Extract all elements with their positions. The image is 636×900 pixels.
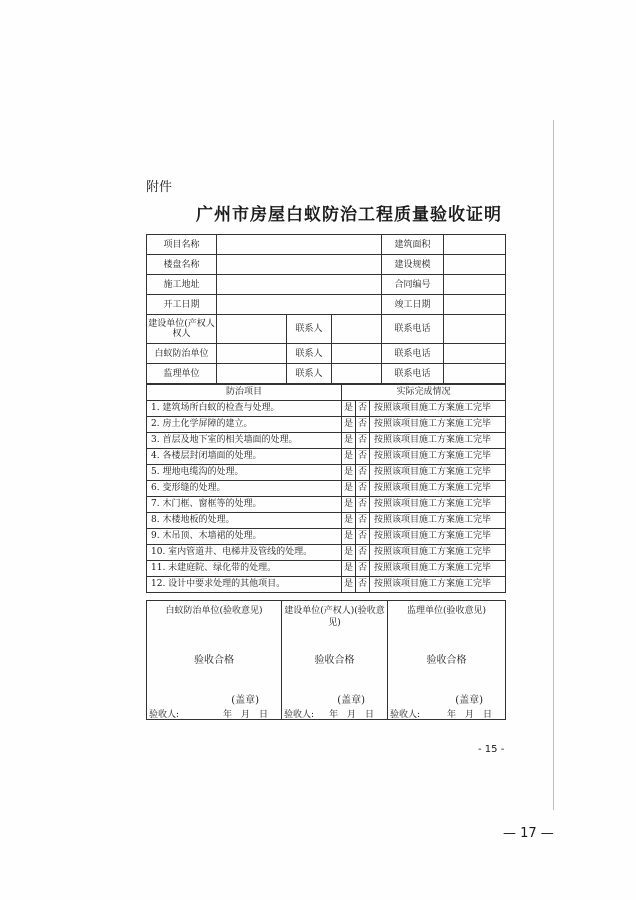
table-row (147, 513, 506, 529)
value-phone-2[interactable] (444, 344, 506, 364)
table-row (147, 449, 506, 465)
label-phone-1: 联系电话 (382, 315, 444, 344)
item-label: 1. 建筑场所白蚁的检查与处理。 (147, 401, 342, 417)
status-text: 按照该项目施工方案施工完毕 (370, 401, 506, 417)
table-row (147, 275, 506, 295)
value-project-name[interactable] (217, 235, 382, 255)
accepted-text: 验收合格 (426, 655, 467, 666)
value-builder[interactable] (217, 315, 287, 344)
status-text: 按照该项目施工方案施工完毕 (370, 577, 506, 593)
date-label: 年月日 (446, 710, 501, 720)
value-phone-3[interactable] (444, 364, 506, 384)
table-row (147, 561, 506, 577)
no-option[interactable]: 否 (356, 481, 370, 497)
no-option[interactable]: 否 (356, 513, 370, 529)
yes-option[interactable]: 是 (342, 481, 356, 497)
label-completion-date: 竣工日期 (382, 295, 444, 315)
value-building-name[interactable] (217, 255, 382, 275)
label-supervisor: 监理单位 (147, 364, 217, 384)
item-label: 3. 首层及地下室的相关墙面的处理。 (147, 433, 342, 449)
no-option[interactable]: 否 (356, 545, 370, 561)
seal-text: (盖章) (337, 695, 365, 706)
item-label: 5. 埋地电缆沟的处理。 (147, 465, 342, 481)
document-title: 广州市房屋白蚁防治工程质量验收证明 (196, 205, 502, 225)
status-text: 按照该项目施工方案施工完毕 (370, 465, 506, 481)
seal-text: (盖章) (455, 695, 483, 706)
no-option[interactable]: 否 (356, 561, 370, 577)
label-termite-unit: 白蚁防治单位 (147, 344, 217, 364)
value-contact-2[interactable] (332, 344, 382, 364)
table-row (147, 577, 506, 593)
signature-table (146, 600, 506, 720)
sign-heading-supervisor: 监理单位(验收意见) (406, 606, 487, 616)
label-contact-1: 联系人 (287, 315, 332, 344)
table-row (147, 601, 506, 720)
no-option[interactable]: 否 (356, 449, 370, 465)
status-text: 按照该项目施工方案施工完毕 (370, 497, 506, 513)
receiver-label: 验收人: (149, 710, 180, 720)
item-label: 4. 各楼层封闭墙面的处理。 (147, 449, 342, 465)
table-row (147, 545, 506, 561)
value-phone-1[interactable] (444, 315, 506, 344)
yes-option[interactable]: 是 (342, 433, 356, 449)
outer-page-number: — 17 — (503, 826, 554, 841)
date-label: 年月日 (222, 710, 277, 720)
status-text: 按照该项目施工方案施工完毕 (370, 513, 506, 529)
value-address[interactable] (217, 275, 382, 295)
date-label: 年月日 (328, 710, 383, 720)
header-status: 实际完成情况 (342, 385, 506, 401)
label-builder (147, 315, 217, 344)
value-contact-3[interactable] (332, 364, 382, 384)
label-project-name: 项目名称 (147, 235, 217, 255)
item-label: 11. 未建庭院、绿化带的处理。 (147, 561, 342, 577)
table-row (147, 529, 506, 545)
no-option[interactable]: 否 (356, 417, 370, 433)
yes-option[interactable]: 是 (342, 529, 356, 545)
table-row (147, 465, 506, 481)
table-row (147, 417, 506, 433)
table-row (147, 344, 506, 364)
status-text: 按照该项目施工方案施工完毕 (370, 545, 506, 561)
sign-heading-builder: 建设单位(产权人)(验收意见) (284, 606, 385, 628)
header-item: 防治项目 (147, 385, 342, 401)
table-row (147, 295, 506, 315)
value-contract-no[interactable] (444, 275, 506, 295)
table-row (147, 315, 506, 344)
no-option[interactable]: 否 (356, 529, 370, 545)
no-option[interactable]: 否 (356, 433, 370, 449)
yes-option[interactable]: 是 (342, 513, 356, 529)
label-building-scale: 建设规模 (382, 255, 444, 275)
annex-label: 附件 (146, 180, 173, 195)
table-row (147, 255, 506, 275)
yes-option[interactable]: 是 (342, 561, 356, 577)
table-row (147, 364, 506, 384)
label-contact-2: 联系人 (287, 344, 332, 364)
receiver-label: 验收人: (390, 710, 421, 720)
no-option[interactable]: 否 (356, 497, 370, 513)
value-termite-unit[interactable] (217, 344, 287, 364)
label-building-name: 楼盘名称 (147, 255, 217, 275)
label-contract-no: 合同编号 (382, 275, 444, 295)
status-text: 按照该项目施工方案施工完毕 (370, 529, 506, 545)
status-text: 按照该项目施工方案施工完毕 (370, 481, 506, 497)
label-builder-line2: 权人 (172, 329, 191, 339)
project-info-table (146, 234, 506, 384)
label-phone-2: 联系电话 (382, 344, 444, 364)
item-label: 9. 木吊顶、木墙裙的处理。 (147, 529, 342, 545)
table-row (147, 235, 506, 255)
yes-option[interactable]: 是 (342, 417, 356, 433)
item-label: 6. 变形缝的处理。 (147, 481, 342, 497)
value-building-scale[interactable] (444, 255, 506, 275)
sign-heading-termite: 白蚁防治单位(验收意见) (165, 606, 263, 616)
status-text: 按照该项目施工方案施工完毕 (370, 449, 506, 465)
status-text: 按照该项目施工方案施工完毕 (370, 561, 506, 577)
value-completion-date[interactable] (444, 295, 506, 315)
value-start-date[interactable] (217, 295, 382, 315)
yes-option[interactable]: 是 (342, 401, 356, 417)
item-label: 8. 木楼地板的处理。 (147, 513, 342, 529)
value-supervisor[interactable] (217, 364, 287, 384)
inner-page-number: - 15 - (478, 744, 505, 755)
table-row (147, 481, 506, 497)
label-contact-3: 联系人 (287, 364, 332, 384)
yes-option[interactable]: 是 (342, 577, 356, 593)
item-label: 2. 房土化学屏障的建立。 (147, 417, 342, 433)
treatment-items-table (146, 384, 506, 593)
status-text: 按照该项目施工方案施工完毕 (370, 433, 506, 449)
table-row (147, 401, 506, 417)
value-building-area[interactable] (444, 235, 506, 255)
label-phone-3: 联系电话 (382, 364, 444, 384)
label-builder-line1: 建设单位(产权人 (148, 319, 215, 329)
label-building-area: 建筑面积 (382, 235, 444, 255)
item-label: 10. 室内管道井、电梯井及管线的处理。 (147, 545, 342, 561)
accepted-text: 验收合格 (194, 655, 234, 666)
margin-line (553, 120, 554, 810)
seal-text: (盖章) (231, 695, 259, 706)
table-header-row (147, 385, 506, 401)
accepted-text: 验收合格 (314, 655, 355, 666)
no-option[interactable]: 否 (356, 401, 370, 417)
no-option[interactable]: 否 (356, 465, 370, 481)
sign-cell-builder (282, 601, 388, 720)
yes-option[interactable]: 是 (342, 497, 356, 513)
sign-cell-termite (147, 601, 282, 720)
label-address: 施工地址 (147, 275, 217, 295)
value-contact-1[interactable] (332, 315, 382, 344)
table-row (147, 497, 506, 513)
sign-cell-supervisor (388, 601, 506, 720)
status-text: 按照该项目施工方案施工完毕 (370, 417, 506, 433)
label-start-date: 开工日期 (147, 295, 217, 315)
no-option[interactable]: 否 (356, 577, 370, 593)
receiver-label: 验收人: (284, 710, 315, 720)
item-label: 7. 木门框、窗框等的处理。 (147, 497, 342, 513)
yes-option[interactable]: 是 (342, 465, 356, 481)
yes-option[interactable]: 是 (342, 545, 356, 561)
yes-option[interactable]: 是 (342, 449, 356, 465)
table-row (147, 433, 506, 449)
item-label: 12. 设计中要求处理的其他项目。 (147, 577, 342, 593)
